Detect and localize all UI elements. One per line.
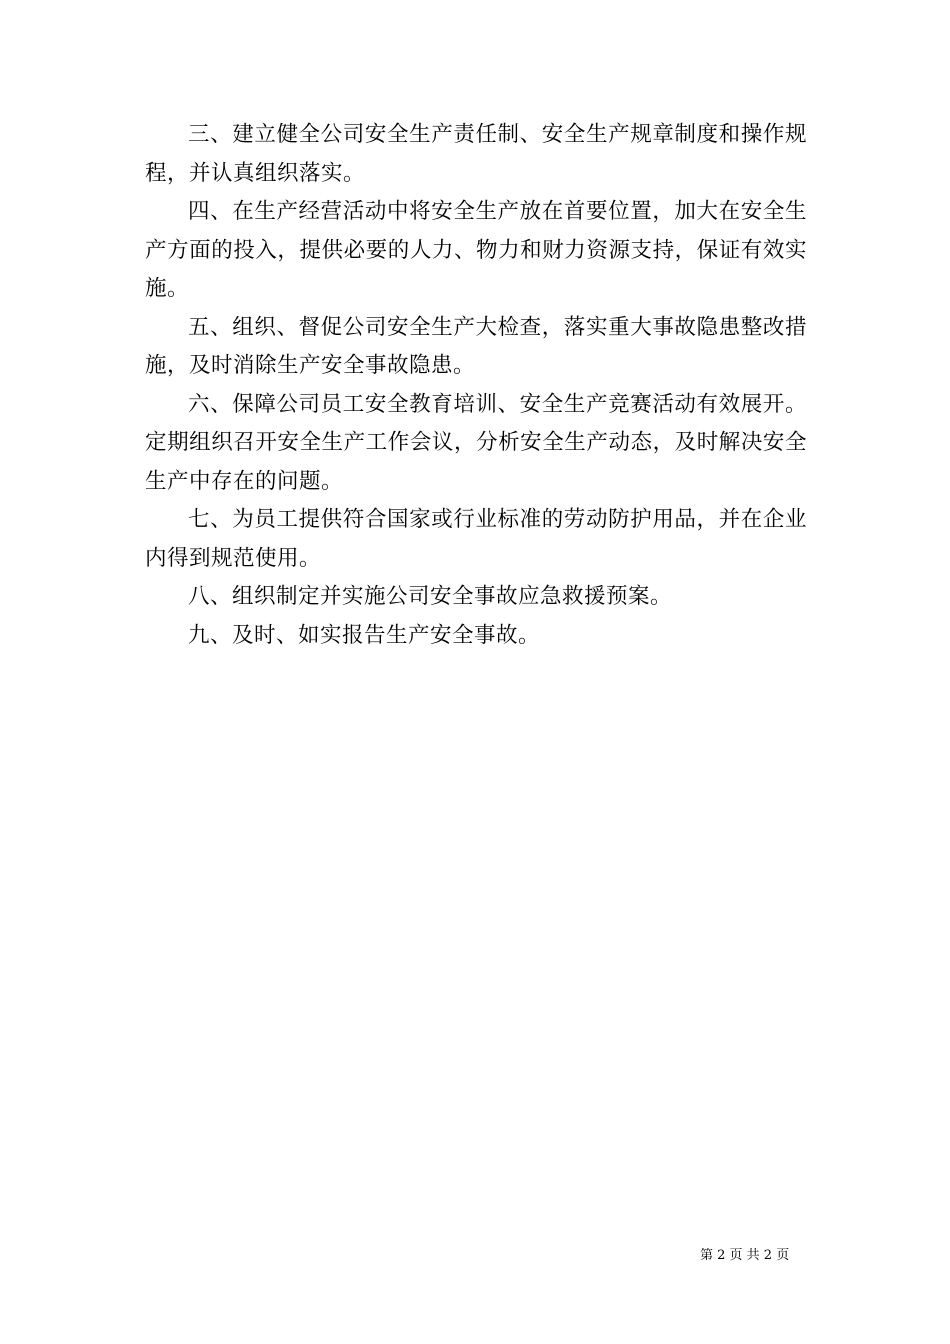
- paragraph-item-3: 三、建立健全公司安全生产责任制、安全生产规章制度和操作规程，并认真组织落实。: [145, 122, 807, 186]
- paragraph-item-8: 八、组织制定并实施公司安全事故应急救援预案。: [188, 584, 673, 609]
- paragraph-item-7: 七、为员工提供符合国家或行业标准的劳动防护用品，并在企业内得到规范使用。: [145, 507, 807, 571]
- paragraph-item-9: 九、及时、如实报告生产安全事故。: [188, 622, 541, 648]
- page-number-footer: 第 2 页 共 2 页: [700, 1248, 790, 1263]
- paragraph-item-6: 六、保障公司员工安全教育培训、安全生产竞赛活动有效展开。定期组织召开安全生产工作会议，分析安全生产动态，及时解决安全生产中存在的问题。: [145, 391, 807, 494]
- paragraph-item-4: 四、在生产经营活动中将安全生产放在首要位置，加大在安全生产方面的投入，提供必要的人力、物力和财力资源支持，保证有效实施。: [145, 199, 807, 301]
- paragraph-item-5: 五、组织、督促公司安全生产大检查，落实重大事故隐患整改措施，及时消除生产安全事故隐患。: [145, 314, 807, 378]
- document-body: [145, 116, 807, 655]
